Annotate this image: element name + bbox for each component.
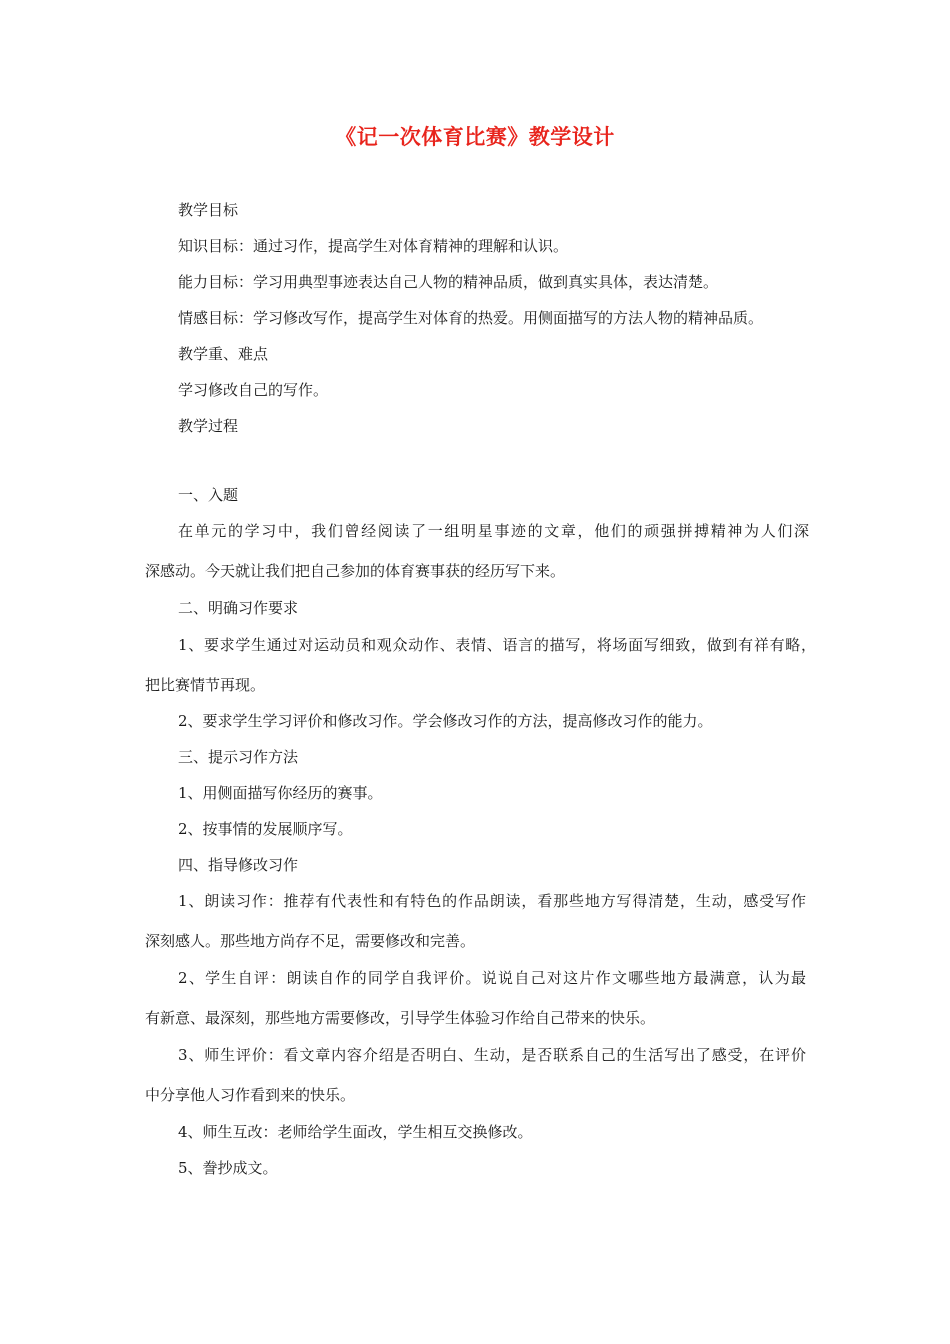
section-4-heading: 四、指导修改习作 (178, 856, 299, 874)
section-4-item-4: 4、师生互改：老师给学生面改，学生相互交换修改。 (178, 1123, 533, 1141)
process-heading: 教学过程 (178, 417, 239, 435)
key-points-heading: 教学重、难点 (178, 345, 269, 363)
section-4-item-1-line-1: 1、朗读习作：推荐有代表性和有特色的作品朗读，看那些地方写得清楚，生动，感受写作 (178, 892, 806, 910)
section-1-paragraph-line-1: 在单元的学习中，我们曾经阅读了一组明星事迹的文章，他们的顽强拼搏精神为人们深 (178, 522, 809, 540)
section-3-item-1: 1、用侧面描写你经历的赛事。 (178, 784, 383, 802)
goal-knowledge: 知识目标：通过习作，提高学生对体育精神的理解和认识。 (178, 237, 569, 255)
section-4-item-1-line-2: 深刻感人。那些地方尚存不足，需要修改和完善。 (145, 932, 476, 950)
key-points-text: 学习修改自己的写作。 (178, 381, 329, 399)
section-4-item-2-line-2: 有新意、最深刻，那些地方需要修改，引导学生体验习作给自己带来的快乐。 (145, 1009, 656, 1027)
section-4-item-3-line-2: 中分享他人习作看到来的快乐。 (145, 1086, 356, 1104)
section-1-heading: 一、入题 (178, 486, 239, 504)
section-2-item-1-line-2: 把比赛情节再现。 (145, 676, 266, 694)
section-4-item-3-line-1: 3、师生评价：看文章内容介绍是否明白、生动，是否联系自己的生活写出了感受，在评价 (178, 1046, 806, 1064)
goal-emotion: 情感目标：学习修改写作，提高学生对体育的热爱。用侧面描写的方法人物的精神品质。 (178, 309, 764, 327)
section-2-item-2: 2、要求学生学习评价和修改习作。学会修改习作的方法，提高修改习作的能力。 (178, 712, 713, 730)
goals-heading: 教学目标 (178, 201, 239, 219)
section-4-item-5: 5、誊抄成文。 (178, 1159, 278, 1177)
section-4-item-2-line-1: 2、学生自评：朗读自作的同学自我评价。说说自己对这片作文哪些地方最满意，认为最 (178, 969, 806, 987)
document-title: 《记一次体育比赛》教学设计 (335, 125, 615, 149)
section-1-paragraph-line-2: 深感动。今天就让我们把自己参加的体育赛事获的经历写下来。 (145, 562, 566, 580)
section-3-heading: 三、提示习作方法 (178, 748, 299, 766)
section-3-item-2: 2、按事情的发展顺序写。 (178, 820, 353, 838)
section-2-item-1-line-1: 1、要求学生通过对运动员和观众动作、表情、语言的描写，将场面写细致，做到有祥有略， (178, 636, 816, 654)
section-2-heading: 二、明确习作要求 (178, 599, 299, 617)
goal-ability: 能力目标：学习用典型事迹表达自己人物的精神品质，做到真实具体，表达清楚。 (178, 273, 719, 291)
